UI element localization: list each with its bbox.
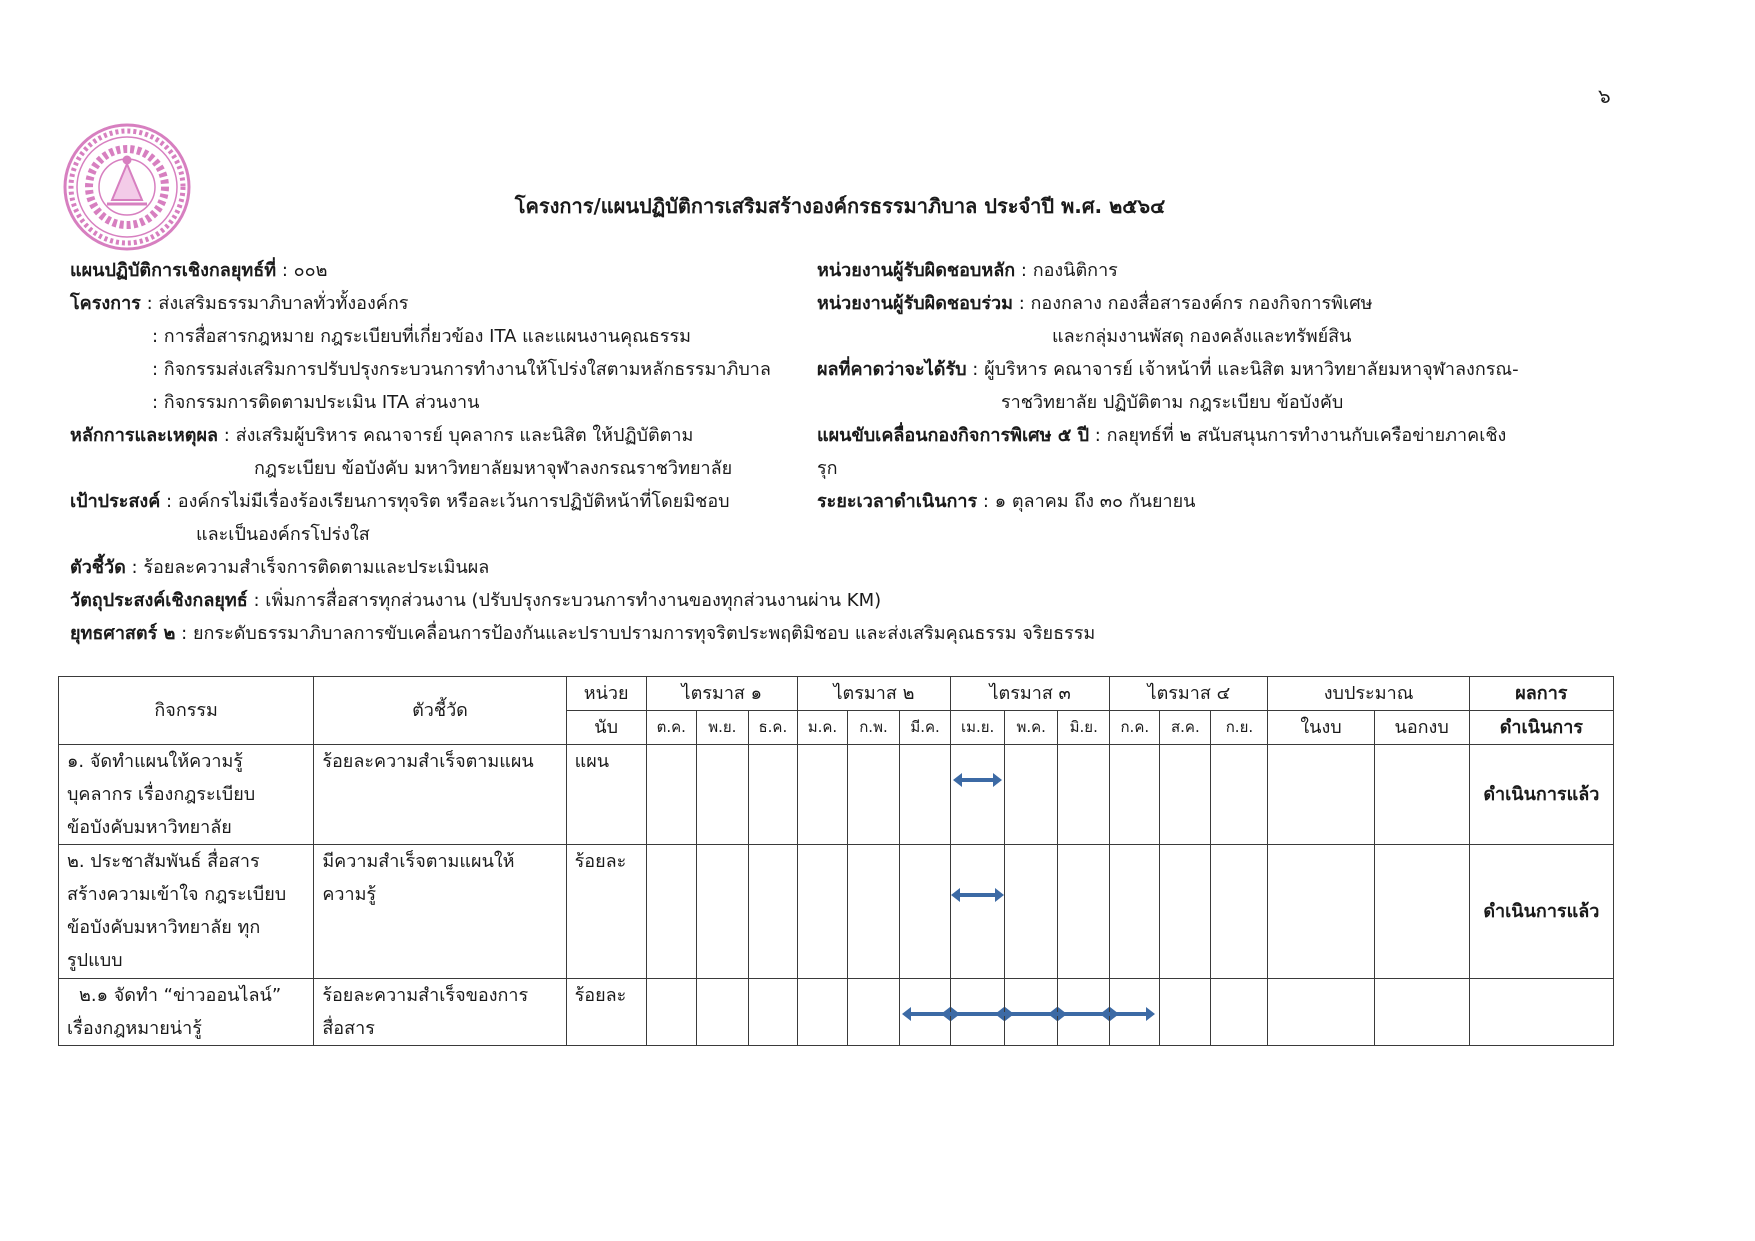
rationale-label: หลักการและเหตุผล	[70, 425, 219, 446]
project-line: ส่งเสริมธรรมาภิบาลทั่วทั้งองค์กร	[158, 293, 409, 314]
strategy-value: ยกระดับธรรมาภิบาลการขับเคลื่อนการป้องกันและปราบปรามการทุจริตประพฤติมิชอบ และส่งเสริมคุณธรรม จริยธรรม	[192, 623, 1096, 644]
strategy-label: ยุทธศาสตร์ ๒	[70, 623, 176, 644]
month-cell	[646, 845, 696, 979]
project-label: โครงการ	[70, 293, 141, 314]
drive-plan-line-row	[817, 452, 838, 485]
month-cell	[696, 845, 748, 979]
indicator-label: ตัวชี้วัด	[70, 557, 126, 578]
activity-line: ๒. ประชาสัมพันธ์ สื่อสาร	[67, 851, 260, 872]
month-cell	[797, 745, 847, 845]
header-budget-in: ในงบ	[1268, 711, 1374, 745]
month-cell	[646, 745, 696, 845]
objective-line: องค์กรไม่มีเรื่องร้องเรียนการทุจริต หรือละเว้นการปฏิบัติหน้าที่โดยมิชอบ	[177, 491, 730, 512]
project-line: กิจกรรมการติดตามประเมิน ITA ส่วนงาน	[163, 392, 480, 413]
month-cell	[1058, 745, 1110, 845]
unit-cell: ร้อยละ	[566, 845, 646, 979]
indicator-cell	[314, 745, 566, 845]
header-indicator: ตัวชี้วัด	[314, 677, 566, 745]
drive-plan-line: กลยุทธ์ที่ ๒ สนับสนุนการทำงานกับเครือข่ายภาคเชิง	[1106, 425, 1507, 446]
duration-value: ๑ ตุลาคม ถึง ๓๐ กันยายน	[994, 491, 1196, 512]
result-cell: ดำเนินการแล้ว	[1469, 745, 1613, 845]
strategy-row: ยุทธศาสตร์ ๒ : ยกระดับธรรมาภิบาลการขับเคลื่อนการป้องกันและปราบปรามการทุจริตประพฤติมิชอบ และส่งเสริมคุณธรรม จริยธรรม	[70, 623, 1096, 644]
header-budget: งบประมาณ	[1268, 677, 1469, 711]
activity-line: ข้อบังคับมหาวิทยาลัย	[67, 817, 232, 838]
project-line-row: : กิจกรรมส่งเสริมการปรับปรุงกระบวนการทำงานให้โปร่งใสตามหลักธรรมาภิบาล	[152, 359, 771, 380]
expected-line: ผู้บริหาร คณาจารย์ เจ้าหน้าที่ และนิสิต มหาวิทยาลัยมหาจุฬาลงกรณ-	[984, 359, 1519, 380]
indicator-line: มีความสำเร็จตามแผนให้	[322, 851, 515, 872]
indicator-line: ร้อยละความสำเร็จของการ	[322, 985, 529, 1006]
activity-line: เรื่องกฎหมายน่ารู้	[67, 1018, 202, 1039]
table-row	[59, 845, 1614, 979]
month-cell	[847, 745, 899, 845]
drive-plan-line: รุก	[817, 458, 838, 479]
project-line-row: : การสื่อสารกฎหมาย กฎระเบียบที่เกี่ยวข้อง ITA และแผนงานคุณธรรม	[152, 326, 692, 347]
header-unit: หน่วย	[566, 677, 646, 711]
activity-cell	[59, 745, 314, 845]
plan-value: ๐๐๒	[293, 260, 328, 281]
unit-cell: ร้อยละ	[566, 979, 646, 1046]
month-cell	[1005, 845, 1058, 979]
month-cell	[748, 845, 797, 979]
budget-out-cell	[1374, 745, 1469, 845]
result-cell	[1469, 979, 1613, 1046]
table-row	[59, 745, 1614, 845]
schedule-arrow	[957, 778, 998, 782]
objective-label: เป้าประสงค์	[70, 491, 161, 512]
indicator-line: สื่อสาร	[322, 1018, 375, 1039]
activity-line: ๒.๑ จัดทำ “ข่าวออนไลน์”	[79, 985, 282, 1006]
schedule-arrow	[955, 893, 1000, 897]
month-cell	[748, 745, 797, 845]
drive-plan-row: แผนขับเคลื่อนกองกิจการพิเศษ ๕ ปี : กลยุทธ์ที่ ๒ สนับสนุนการทำงานกับเครือข่ายภาคเชิง	[817, 425, 1507, 446]
university-seal-logo	[62, 122, 192, 252]
duration-label: ระยะเวลาดำเนินการ	[817, 491, 978, 512]
expected-row: ผลที่คาดว่าจะได้รับ : ผู้บริหาร คณาจารย์ เจ้าหน้าที่ และนิสิต มหาวิทยาลัยมหาจุฬาลงกรณ-	[817, 359, 1519, 380]
rationale-line-row	[254, 452, 732, 485]
co-unit-row: หน่วยงานผู้รับผิดชอบร่วม : กองกลาง กองสื่อสารองค์กร กองกิจการพิเศษ	[817, 293, 1373, 314]
month-cell	[1110, 745, 1160, 845]
budget-in-cell	[1268, 845, 1374, 979]
co-unit-line: กองกลาง กองสื่อสารองค์กร กองกิจการพิเศษ	[1030, 293, 1373, 314]
drive-plan-label: แผนขับเคลื่อนกองกิจการพิเศษ ๕ ปี	[817, 425, 1090, 446]
main-unit-row: หน่วยงานผู้รับผิดชอบหลัก : กองนิติการ	[817, 260, 1118, 281]
indicator-cell	[314, 845, 566, 979]
header-month: พ.ค.	[1005, 711, 1058, 745]
plan-row: แผนปฏิบัติการเชิงกลยุทธ์ที่ : ๐๐๒	[70, 260, 328, 281]
project-row: โครงการ : ส่งเสริมธรรมาภิบาลทั่วทั้งองค์กร	[70, 293, 409, 314]
month-cell	[1211, 979, 1268, 1046]
header-result-line2: ดำเนินการ	[1469, 711, 1613, 745]
month-cell	[1058, 845, 1110, 979]
rationale-line: ส่งเสริมผู้บริหาร คณาจารย์ บุคลากร และนิสิต ให้ปฏิบัติตาม	[235, 425, 694, 446]
objective-line: และเป็นองค์กรโปร่งใส	[196, 524, 370, 545]
strategic-objective-label: วัตถุประสงค์เชิงกลยุทธ์	[70, 590, 248, 611]
project-line: การสื่อสารกฎหมาย กฎระเบียบที่เกี่ยวข้อง ITA และแผนงานคุณธรรม	[163, 326, 692, 347]
duration-row: ระยะเวลาดำเนินการ : ๑ ตุลาคม ถึง ๓๐ กันยายน	[817, 491, 1196, 512]
header-month: ธ.ค.	[748, 711, 797, 745]
month-cell	[1110, 845, 1160, 979]
rationale-line: กฎระเบียบ ข้อบังคับ มหาวิทยาลัยมหาจุฬาลงกรณราชวิทยาลัย	[254, 458, 733, 479]
co-unit-line: และกลุ่มงานพัสดุ กองคลังและทรัพย์สิน	[1052, 326, 1352, 347]
budget-in-cell	[1268, 979, 1374, 1046]
activity-line: บุคลากร เรื่องกฎระเบียบ	[67, 784, 256, 805]
header-quarter: ไตรมาส ๔	[1110, 677, 1268, 711]
activity-line: ๑. จัดทำแผนให้ความรู้	[67, 751, 243, 772]
month-cell	[847, 845, 899, 979]
activity-line: สร้างความเข้าใจ กฎระเบียบ	[67, 884, 287, 905]
indicator-row: ตัวชี้วัด : ร้อยละความสำเร็จการติดตามและประเมินผล	[70, 557, 490, 578]
header-budget-out: นอกงบ	[1374, 711, 1469, 745]
month-cell	[646, 979, 696, 1046]
month-cell	[696, 979, 748, 1046]
table-header-row	[59, 677, 1614, 711]
header-unit-line2: นับ	[566, 711, 646, 745]
header-quarter: ไตรมาส ๑	[646, 677, 797, 711]
header-result: ผลการ	[1469, 677, 1613, 711]
month-cell	[1211, 745, 1268, 845]
month-cell	[847, 979, 899, 1046]
plan-label: แผนปฏิบัติการเชิงกลยุทธ์ที่	[70, 260, 277, 281]
budget-out-cell	[1374, 979, 1469, 1046]
unit-cell: แผน	[566, 745, 646, 845]
month-cell	[748, 979, 797, 1046]
indicator-value: ร้อยละความสำเร็จการติดตามและประเมินผล	[143, 557, 490, 578]
result-cell: ดำเนินการแล้ว	[1469, 845, 1613, 979]
month-cell	[1160, 979, 1211, 1046]
header-month: มี.ค.	[900, 711, 951, 745]
month-cell	[900, 745, 951, 845]
main-unit-value: กองนิติการ	[1032, 260, 1118, 281]
header-month: ม.ค.	[797, 711, 847, 745]
objective-row: เป้าประสงค์ : องค์กรไม่มีเรื่องร้องเรียนการทุจริต หรือละเว้นการปฏิบัติหน้าที่โดยมิชอบ	[70, 491, 730, 512]
header-month: พ.ย.	[696, 711, 748, 745]
table-row	[59, 979, 1614, 1046]
activity-line: ข้อบังคับมหาวิทยาลัย ทุก	[67, 917, 261, 938]
strategic-objective-value: เพิ่มการสื่อสารทุกส่วนงาน (ปรับปรุงกระบวนการทำงานของทุกส่วนงานผ่าน KM)	[265, 590, 882, 611]
expected-line: ราชวิทยาลัย ปฏิบัติตาม กฎระเบียบ ข้อบังคับ	[1001, 392, 1344, 413]
expected-line-row	[1001, 386, 1343, 419]
month-cell	[696, 745, 748, 845]
month-cell	[797, 979, 847, 1046]
objective-line-row	[196, 518, 370, 551]
header-month: เม.ย.	[951, 711, 1005, 745]
month-cell	[1160, 845, 1211, 979]
header-month: ก.ค.	[1110, 711, 1160, 745]
header-month: ก.ย.	[1211, 711, 1268, 745]
month-cell	[1110, 979, 1160, 1046]
month-cell	[900, 845, 951, 979]
activity-plan-table	[58, 676, 1614, 1046]
budget-in-cell	[1268, 745, 1374, 845]
page-number: ๖	[1598, 84, 1611, 108]
document-title: โครงการ/แผนปฏิบัติการเสริมสร้างองค์กรธรรมาภิบาล ประจำปี พ.ศ. ๒๕๖๔	[514, 194, 1166, 218]
header-month: ส.ค.	[1160, 711, 1211, 745]
activity-cell	[59, 979, 314, 1046]
month-cell	[1211, 845, 1268, 979]
indicator-cell	[314, 979, 566, 1046]
co-unit-label: หน่วยงานผู้รับผิดชอบร่วม	[817, 293, 1013, 314]
main-unit-label: หน่วยงานผู้รับผิดชอบหลัก	[817, 260, 1016, 281]
project-line-row: : กิจกรรมการติดตามประเมิน ITA ส่วนงาน	[152, 392, 480, 413]
header-month: ต.ค.	[646, 711, 696, 745]
month-cell	[951, 745, 1005, 845]
month-cell	[1005, 745, 1058, 845]
activity-cell	[59, 845, 314, 979]
indicator-line: ร้อยละความสำเร็จตามแผน	[322, 751, 534, 772]
header-activity: กิจกรรม	[59, 677, 314, 745]
month-cell	[951, 845, 1005, 979]
month-cell	[797, 845, 847, 979]
budget-out-cell	[1374, 845, 1469, 979]
schedule-arrow-segment	[1104, 1012, 1151, 1016]
header-month: ก.พ.	[847, 711, 899, 745]
expected-label: ผลที่คาดว่าจะได้รับ	[817, 359, 967, 380]
strategic-objective-row: วัตถุประสงค์เชิงกลยุทธ์ : เพิ่มการสื่อสารทุกส่วนงาน (ปรับปรุงกระบวนการทำงานของทุกส่วนงานผ่าน KM)	[70, 590, 882, 611]
header-quarter: ไตรมาส ๒	[797, 677, 950, 711]
header-month: มิ.ย.	[1058, 711, 1110, 745]
indicator-line: ความรู้	[322, 884, 377, 905]
rationale-row: หลักการและเหตุผล : ส่งเสริมผู้บริหาร คณาจารย์ บุคลากร และนิสิต ให้ปฏิบัติตาม	[70, 425, 694, 446]
co-unit-line-row	[1052, 320, 1351, 353]
header-quarter: ไตรมาส ๓	[951, 677, 1110, 711]
month-cell	[1160, 745, 1211, 845]
activity-line: รูปแบบ	[67, 950, 123, 971]
project-line: กิจกรรมส่งเสริมการปรับปรุงกระบวนการทำงานให้โปร่งใสตามหลักธรรมาภิบาล	[163, 359, 771, 380]
